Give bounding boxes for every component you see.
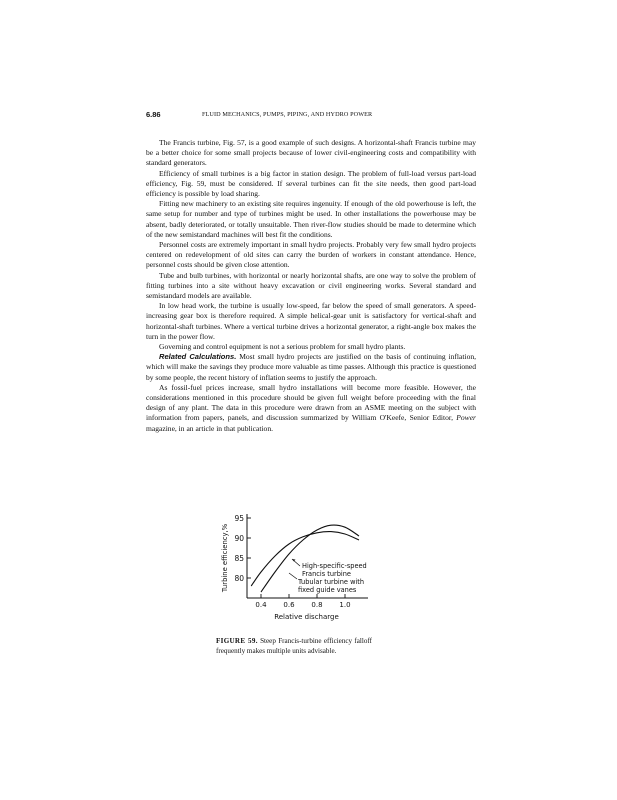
paragraph-related-calculations [146, 352, 476, 383]
body-text [146, 138, 476, 434]
caption-text: Steep Francis-turbine efficiency falloff frequently makes multiple units advisable. [216, 637, 372, 655]
y-axis-label: Turbine efficiency,% [221, 523, 229, 593]
annotation-tubular: Tubular turbine with [298, 578, 365, 586]
chart-annotations [289, 559, 367, 594]
leader-line [289, 573, 297, 579]
x-tick-label: 0.8 [311, 601, 323, 609]
paragraph-text: Most small hydro projects are justified on the basis of continuing inflation, which will make the savings they produce more valuable as time passes. Although this practice is questioned by some people, the recent history of inflation seems to justify the approach. [146, 352, 477, 382]
section-heading: Related Calculations. [159, 352, 237, 362]
figure-caption [216, 637, 372, 656]
annotation-tubular: fixed guide vanes [298, 586, 357, 594]
paragraph: Governing and control equipment is not a serious problem for small hydro plants. [159, 342, 406, 352]
paragraph: Efficiency of small turbines is a big factor in station design. The problem of full-load versus part-load efficiency, Fig. 59, must be considered. If several turbines can fit the site needs, then good part-load efficiency is possible by load sharing. [146, 168, 476, 199]
x-axis-label: Relative discharge [274, 613, 339, 621]
paragraph-text: As fossil-fuel prices increase, small hydro installations will become more feasible. However, the considerations mentioned in this procedure should be given full weight before proceeding with the final design of any plant. The data in this procedure were drawn from an ASME meeting on the subject with information from papers, panels, and discussion summarized by William O'Keefe, Senior Editor, [146, 382, 476, 423]
paragraph: Tube and bulb turbines, with horizontal or nearly horizontal shafts, are one way to solve the problem of fitting turbines into a site without heavy excavation or civil engineering works. Several standard and semistandard models are available. [146, 270, 476, 301]
page-number: 6.86 [146, 110, 161, 119]
y-tick-label: 85 [234, 554, 244, 563]
annotation-francis: High-specific-speed [302, 562, 367, 570]
annotation-francis: Francis turbine [302, 570, 351, 578]
paragraph-text-tail: magazine, in an article in that publication. [146, 423, 273, 433]
magazine-title: Power [456, 413, 476, 423]
y-tick-label: 95 [234, 514, 244, 523]
caption-label: FIGURE 59. [216, 637, 258, 645]
figure-59 [216, 510, 386, 635]
paragraph [146, 383, 476, 434]
paragraph: The Francis turbine, Fig. 57, is a good example of such designs. A horizontal-shaft Francis turbine may be a better choice for some small projects because of lower civil-engineering costs and compatibility with standard generators. [146, 138, 476, 168]
efficiency-chart [216, 510, 386, 635]
x-tick-label: 0.4 [255, 601, 267, 609]
paragraph: Fitting new machinery to an existing site requires ingenuity. If enough of the old powerhouse is left, the same setup for number and type of turbines might be used. In other installations the powerhouse may be absent, badly deteriorated, or totally unsuitable. Then river-flow studies should be made to determine which of the new semistandard machines will best fit the conditions. [146, 199, 476, 239]
leader-arrowhead [292, 559, 296, 561]
x-tick-label: 0.6 [283, 601, 295, 609]
y-tick-label: 80 [234, 574, 244, 583]
running-header [146, 110, 476, 122]
y-tick-label: 90 [234, 534, 244, 543]
running-title: FLUID MECHANICS, PUMPS, PIPING, AND HYDRO POWER [202, 111, 373, 118]
paragraph: In low head work, the turbine is usually low-speed, far below the speed of small generators. A speed-increasing gear box is therefore required. A simple helical-gear unit is satisfactory for vertical-shaft and horizontal-shaft turbines. Where a vertical turbine drives a horizontal generator, a right-angle box makes the turn in the power flow. [146, 301, 476, 341]
x-tick-label: 1.0 [339, 601, 351, 609]
paragraph: Personnel costs are extremely important in small hydro projects. Probably very few small hydro projects centered on redevelopment of old sites can carry the burden of workers in constant attendance. Hence, personnel costs should be given close attention. [146, 240, 476, 270]
